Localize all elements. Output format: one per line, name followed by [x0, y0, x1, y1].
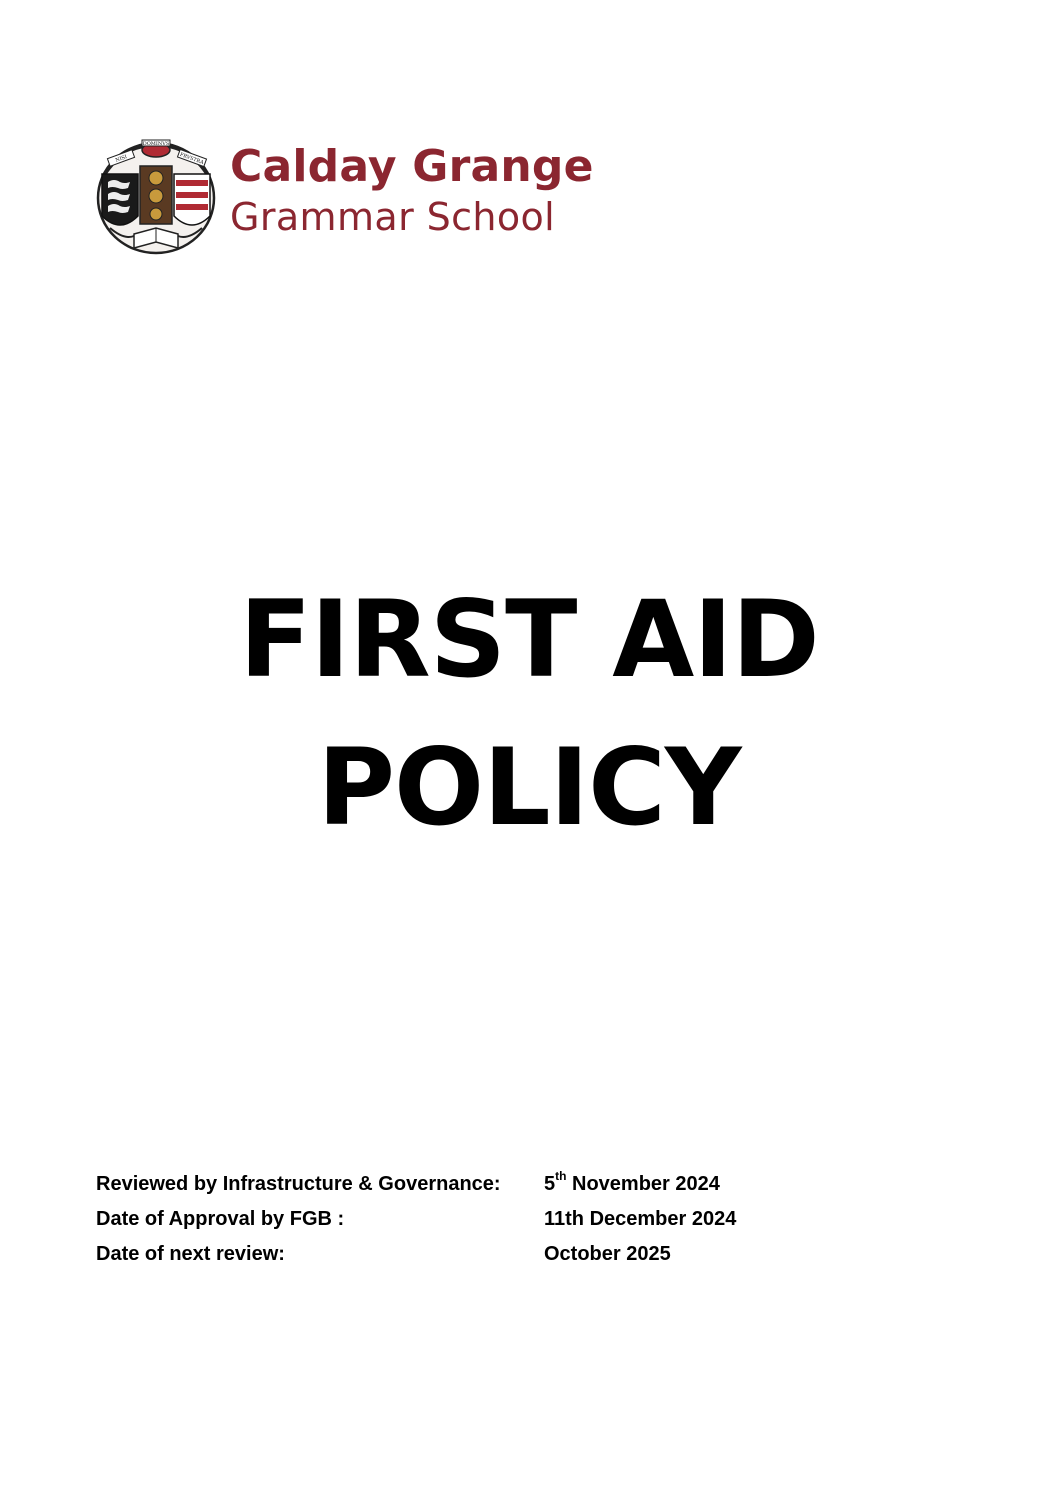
school-crest-icon [94, 136, 218, 256]
crest-motto-left: NISI [114, 154, 128, 164]
approval-label: Date of Approval by FGB : [96, 1208, 345, 1230]
crest-motto-right: FRVSTRA [178, 151, 205, 167]
next-review-label: Date of next review: [96, 1243, 285, 1265]
document-title [0, 566, 1058, 862]
school-name-line1: Calday Grange [230, 141, 594, 192]
school-name [230, 142, 594, 242]
school-logo [94, 136, 594, 256]
reviewed-label: Reviewed by Infrastructure & Governance: [96, 1173, 501, 1195]
approval-date: 11th December 2024 [544, 1208, 737, 1230]
document-title-line2: POLICY [317, 726, 741, 849]
crest-motto-top: DOMINVS [142, 141, 170, 147]
reviewed-date-rest: November 2024 [566, 1173, 720, 1195]
reviewed-date-suffix: th [555, 1169, 567, 1184]
reviewed-date-day: 5 [544, 1173, 556, 1195]
school-name-line2: Grammar School [230, 195, 556, 239]
document-title-line1: FIRST AID [239, 578, 819, 701]
reviewed-date [544, 1170, 720, 1198]
next-review-date: October 2025 [544, 1243, 671, 1265]
